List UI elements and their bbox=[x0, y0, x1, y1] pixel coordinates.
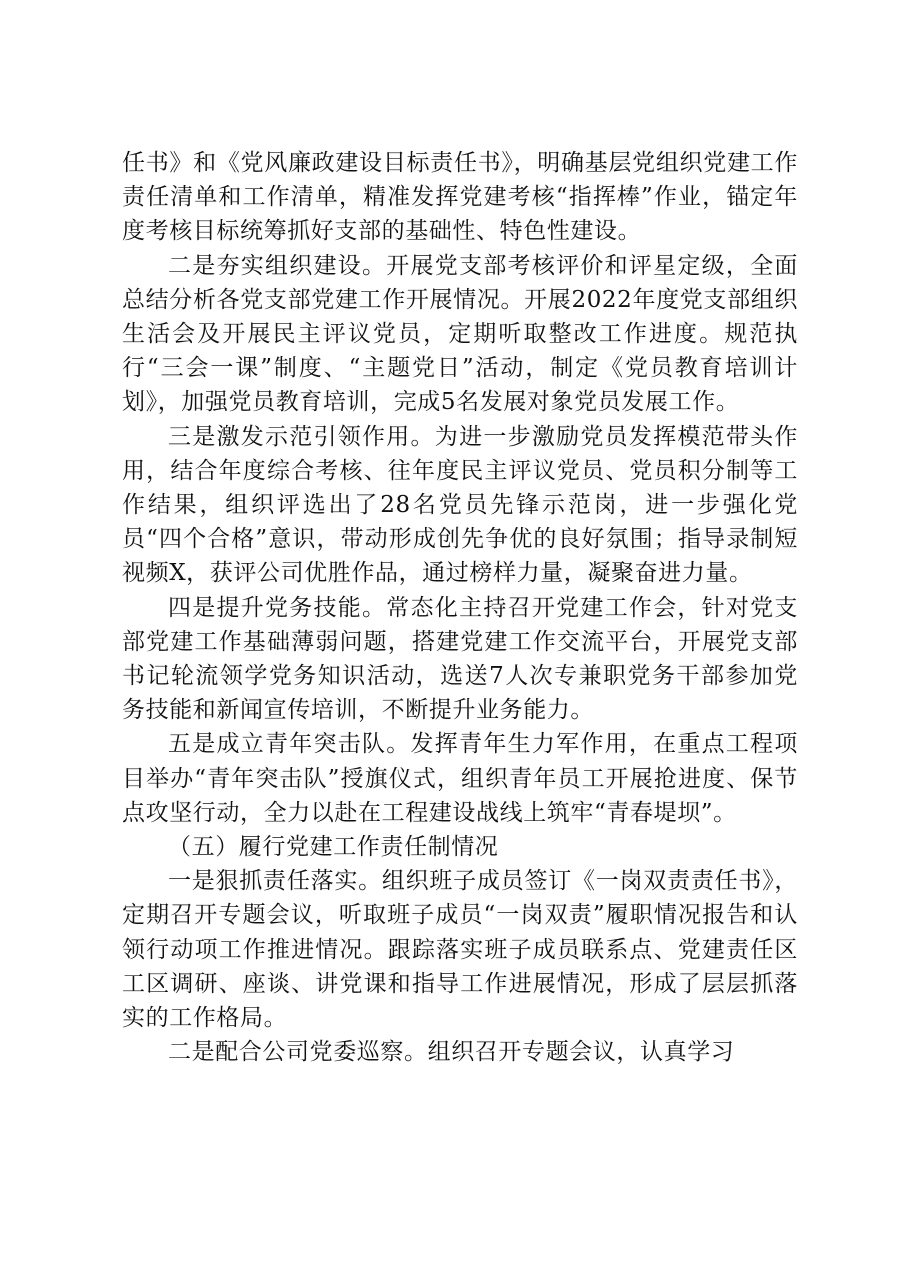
paragraph-demonstration: 三是激发示范引领作用。为进一步激励党员发挥模范带头作用，结合年度综合考核、往年度民主评议党员、党员积分制等工作结果，组织评选出了28名党员先锋示范岗，进一步强化党员“四个合格”意识，带动形成创先争优的良好氛围；指导录制短视频X，获评公司优胜作品，通过榜样力量，凝聚奋进力量。 bbox=[122, 423, 798, 587]
document-page bbox=[122, 146, 798, 1069]
paragraph-continuation: 任书》和《党风廉政建设目标责任书》，明确基层党组织党建工作责任清单和工作清单，精准发挥党建考核“指挥棒”作业，锚定年度考核目标统筹抓好支部的基础性、特色性建设。 bbox=[122, 150, 798, 245]
section-heading: （五）履行党建工作责任制情况 bbox=[168, 834, 499, 861]
paragraph-organization: 二是夯实组织建设。开展党支部考核评价和评星定级，全面总结分析各党支部党建工作开展情况。开展2022年度党支部组织生活会及开展民主评议党员，定期听取整改工作进度。规范执行“三会一课”制度、“主题党日”活动，制定《党员教育培训计划》，加强党员教育培训，完成5名发展对象党员发展工作。 bbox=[122, 252, 798, 416]
paragraph-responsibility: 一是狠抓责任落实。组织班子成员签订《一岗双责责任书》，定期召开专题会议，听取班子成员“一岗双责”履职情况报告和认领行动项工作推进情况。跟踪落实班子成员联系点、党建责任区工区调研、座谈、讲党课和指导工作进展情况，形成了层层抓落实的工作格局。 bbox=[122, 868, 798, 1032]
paragraph-skills: 四是提升党务技能。常态化主持召开党建工作会，针对党支部党建工作基础薄弱问题，搭建党建工作交流平台，开展党支部书记轮流领学党务知识活动，选送7人次专兼职党务干部参加党务技能和新闻宣传培训，不断提升业务能力。 bbox=[122, 594, 798, 724]
paragraph-inspection: 二是配合公司党委巡察。组织召开专题会议，认真学习 bbox=[168, 1039, 735, 1066]
paragraph-youth-team: 五是成立青年突击队。发挥青年生力军作用，在重点工程项目举办“青年突击队”授旗仪式，组织青年员工开展抢进度、保节点攻坚行动，全力以赴在工程建设战线上筑牢“青春堤坝”。 bbox=[122, 731, 798, 826]
